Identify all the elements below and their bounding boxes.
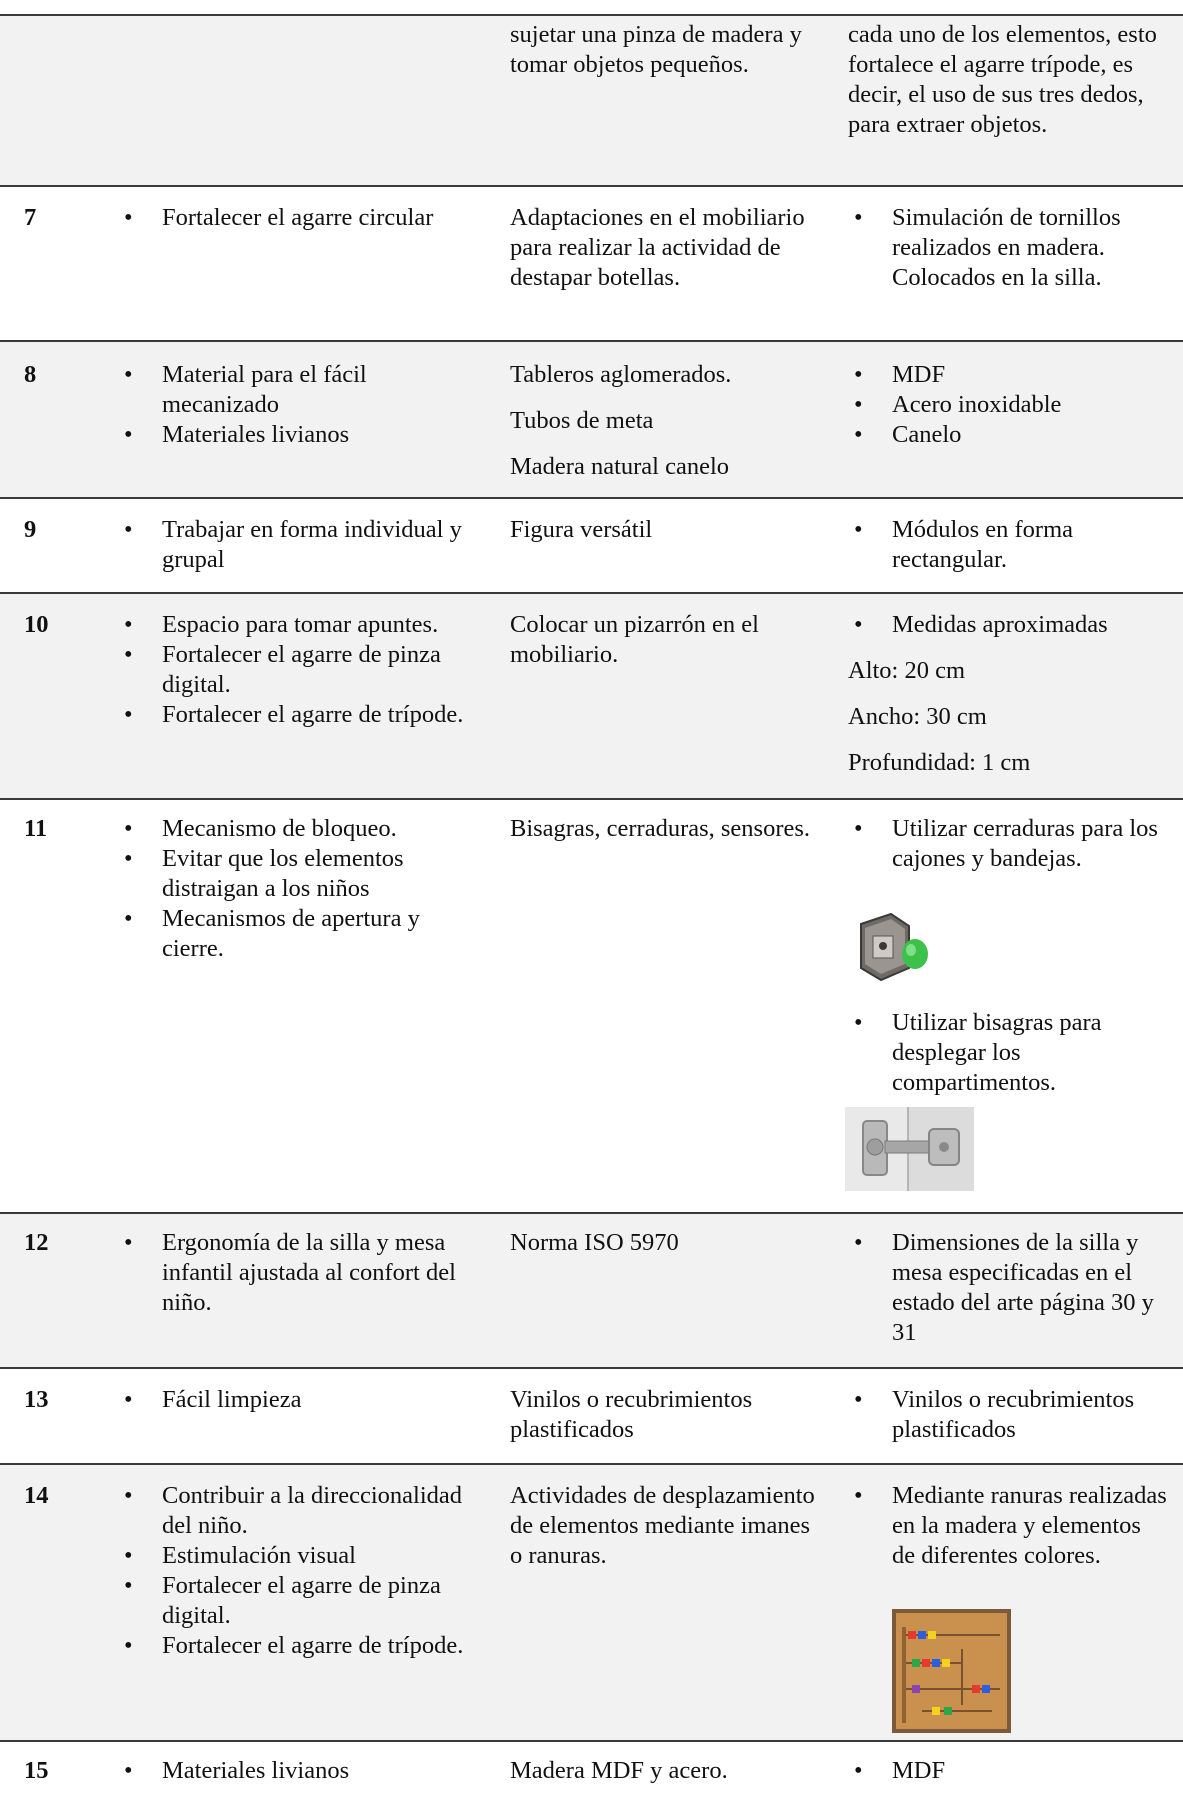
solution-item: • MDF — [848, 360, 1170, 390]
parameter-cell — [510, 1385, 825, 1445]
table-row — [0, 340, 1183, 497]
solution-item: • Mediante ranuras realizadas en la madera y elementos de diferentes colores. — [848, 1481, 1170, 1571]
parameter-text: Adaptaciones en el mobiliario para realizar la actividad de destapar botellas. — [510, 204, 805, 291]
row-number: 12 — [24, 1229, 49, 1256]
table-row — [0, 14, 1183, 185]
parameter-text: Tableros aglomerados. — [510, 361, 732, 388]
lock-image — [851, 906, 935, 988]
hinge-image — [845, 1107, 974, 1191]
parameter-cell — [510, 203, 825, 293]
solution-cell — [848, 515, 1170, 575]
table-row — [0, 185, 1183, 340]
solution-text: cada uno de los elementos, esto fortalece el agarre trípode, es decir, el uso de sus tres dedos, para extraer objetos. — [848, 21, 1157, 138]
parameter-cell — [510, 814, 825, 844]
parameter-cell — [510, 20, 825, 80]
requirement-item: • Mecanismo de bloqueo. — [118, 814, 478, 844]
table-row — [0, 592, 1183, 798]
solution-cell-2 — [848, 1008, 1170, 1098]
solution-cell — [848, 203, 1170, 293]
requirement-item: • Materiales livianos — [118, 1756, 478, 1786]
solution-cell — [848, 610, 1170, 656]
row-number: 9 — [24, 516, 37, 543]
requirement-item: • Fortalecer el agarre circular — [118, 203, 478, 233]
parameter-text: Norma ISO 5970 — [510, 1229, 679, 1256]
table-row — [0, 1212, 1183, 1367]
requirements-cell — [118, 610, 478, 730]
solution-item: • Canelo — [848, 420, 1170, 450]
table-row — [0, 1367, 1183, 1463]
parameter-cell — [510, 1228, 825, 1258]
requirement-item: • Contribuir a la direccionalidad del niño. — [118, 1481, 478, 1541]
requirement-item: • Fácil limpieza — [118, 1385, 478, 1415]
requirements-cell — [118, 1481, 478, 1661]
parameter-text: Bisagras, cerraduras, sensores. — [510, 815, 811, 842]
requirements-cell — [118, 1756, 478, 1786]
measure-height: Alto: 20 cm — [848, 657, 966, 684]
row-number: 15 — [24, 1757, 49, 1784]
requirement-item: • Evitar que los elementos distraigan a los niños — [118, 844, 478, 904]
solution-cell — [848, 1481, 1170, 1571]
row-number: 14 — [24, 1482, 49, 1509]
requirements-cell — [118, 1228, 478, 1318]
parameter-text: Tubos de meta — [510, 407, 654, 434]
requirement-item: • Trabajar en forma individual y grupal — [118, 515, 478, 575]
requirement-item: • Materiales livianos — [118, 420, 478, 450]
table-row — [0, 798, 1183, 1212]
parameter-cell — [510, 360, 825, 482]
abacus-board-image — [892, 1609, 1011, 1733]
row-number: 10 — [24, 611, 49, 638]
row-number: 7 — [24, 204, 37, 231]
solution-item: • Acero inoxidable — [848, 390, 1170, 420]
parameter-cell — [510, 1481, 825, 1571]
parameter-text: sujetar una pinza de madera y tomar objetos pequeños. — [510, 21, 802, 78]
requirements-cell — [118, 515, 478, 575]
requirements-cell — [118, 1385, 478, 1415]
solution-cell — [848, 814, 1170, 874]
solution-cell — [848, 1756, 1170, 1786]
solution-item: • Vinilos o recubrimientos plastificados — [848, 1385, 1170, 1445]
parameter-cell — [510, 1756, 825, 1786]
solution-item: • Dimensiones de la silla y mesa especificadas en el estado del arte página 30 y 31 — [848, 1228, 1170, 1348]
requirement-item: • Estimulación visual — [118, 1541, 478, 1571]
measure-depth: Profundidad: 1 cm — [848, 749, 1031, 776]
solution-item: • Utilizar bisagras para desplegar los compartimentos. — [848, 1008, 1170, 1098]
solution-cell — [848, 1228, 1170, 1348]
requirements-cell — [118, 360, 478, 450]
parameter-text: Colocar un pizarrón en el mobiliario. — [510, 611, 759, 668]
solution-item: • MDF — [848, 1756, 1170, 1786]
solution-item: • Utilizar cerraduras para los cajones y bandejas. — [848, 814, 1170, 874]
table-row — [0, 1463, 1183, 1740]
requirements-cell — [118, 203, 478, 233]
requirement-item: • Fortalecer el agarre de trípode. — [118, 700, 478, 730]
solution-item: • Medidas aproximadas — [848, 610, 1170, 640]
solution-cell — [848, 360, 1170, 450]
requirement-item: • Material para el fácil mecanizado — [118, 360, 478, 420]
requirement-item: • Mecanismos de apertura y cierre. — [118, 904, 478, 964]
solution-cell — [848, 20, 1170, 140]
requirement-item: • Ergonomía de la silla y mesa infantil ajustada al confort del niño. — [118, 1228, 478, 1318]
table-row — [0, 1740, 1183, 1810]
solution-item: • Módulos en forma rectangular. — [848, 515, 1170, 575]
solution-cell — [848, 1385, 1170, 1445]
parameter-text: Actividades de desplazamiento de elementos mediante imanes o ranuras. — [510, 1482, 815, 1569]
requirement-item: • Fortalecer el agarre de trípode. — [118, 1631, 478, 1661]
row-number: 11 — [24, 815, 48, 842]
parameter-text: Madera MDF y acero. — [510, 1757, 728, 1784]
row-number: 13 — [24, 1386, 49, 1413]
parameter-text: Madera natural canelo — [510, 453, 730, 480]
row-number: 8 — [24, 361, 37, 388]
measure-width: Ancho: 30 cm — [848, 703, 987, 730]
requirement-item: • Fortalecer el agarre de pinza digital. — [118, 1571, 478, 1631]
solution-item: • Simulación de tornillos realizados en madera. Colocados en la silla. — [848, 203, 1170, 293]
parameter-cell — [510, 610, 825, 670]
requirement-item: • Espacio para tomar apuntes. — [118, 610, 478, 640]
parameter-text: Vinilos o recubrimientos plastificados — [510, 1386, 753, 1443]
requirements-cell — [118, 814, 478, 964]
parameter-text: Figura versátil — [510, 516, 653, 543]
requirement-item: • Fortalecer el agarre de pinza digital. — [118, 640, 478, 700]
parameter-cell — [510, 515, 825, 545]
measurements-block — [848, 656, 1030, 778]
table-row — [0, 497, 1183, 592]
